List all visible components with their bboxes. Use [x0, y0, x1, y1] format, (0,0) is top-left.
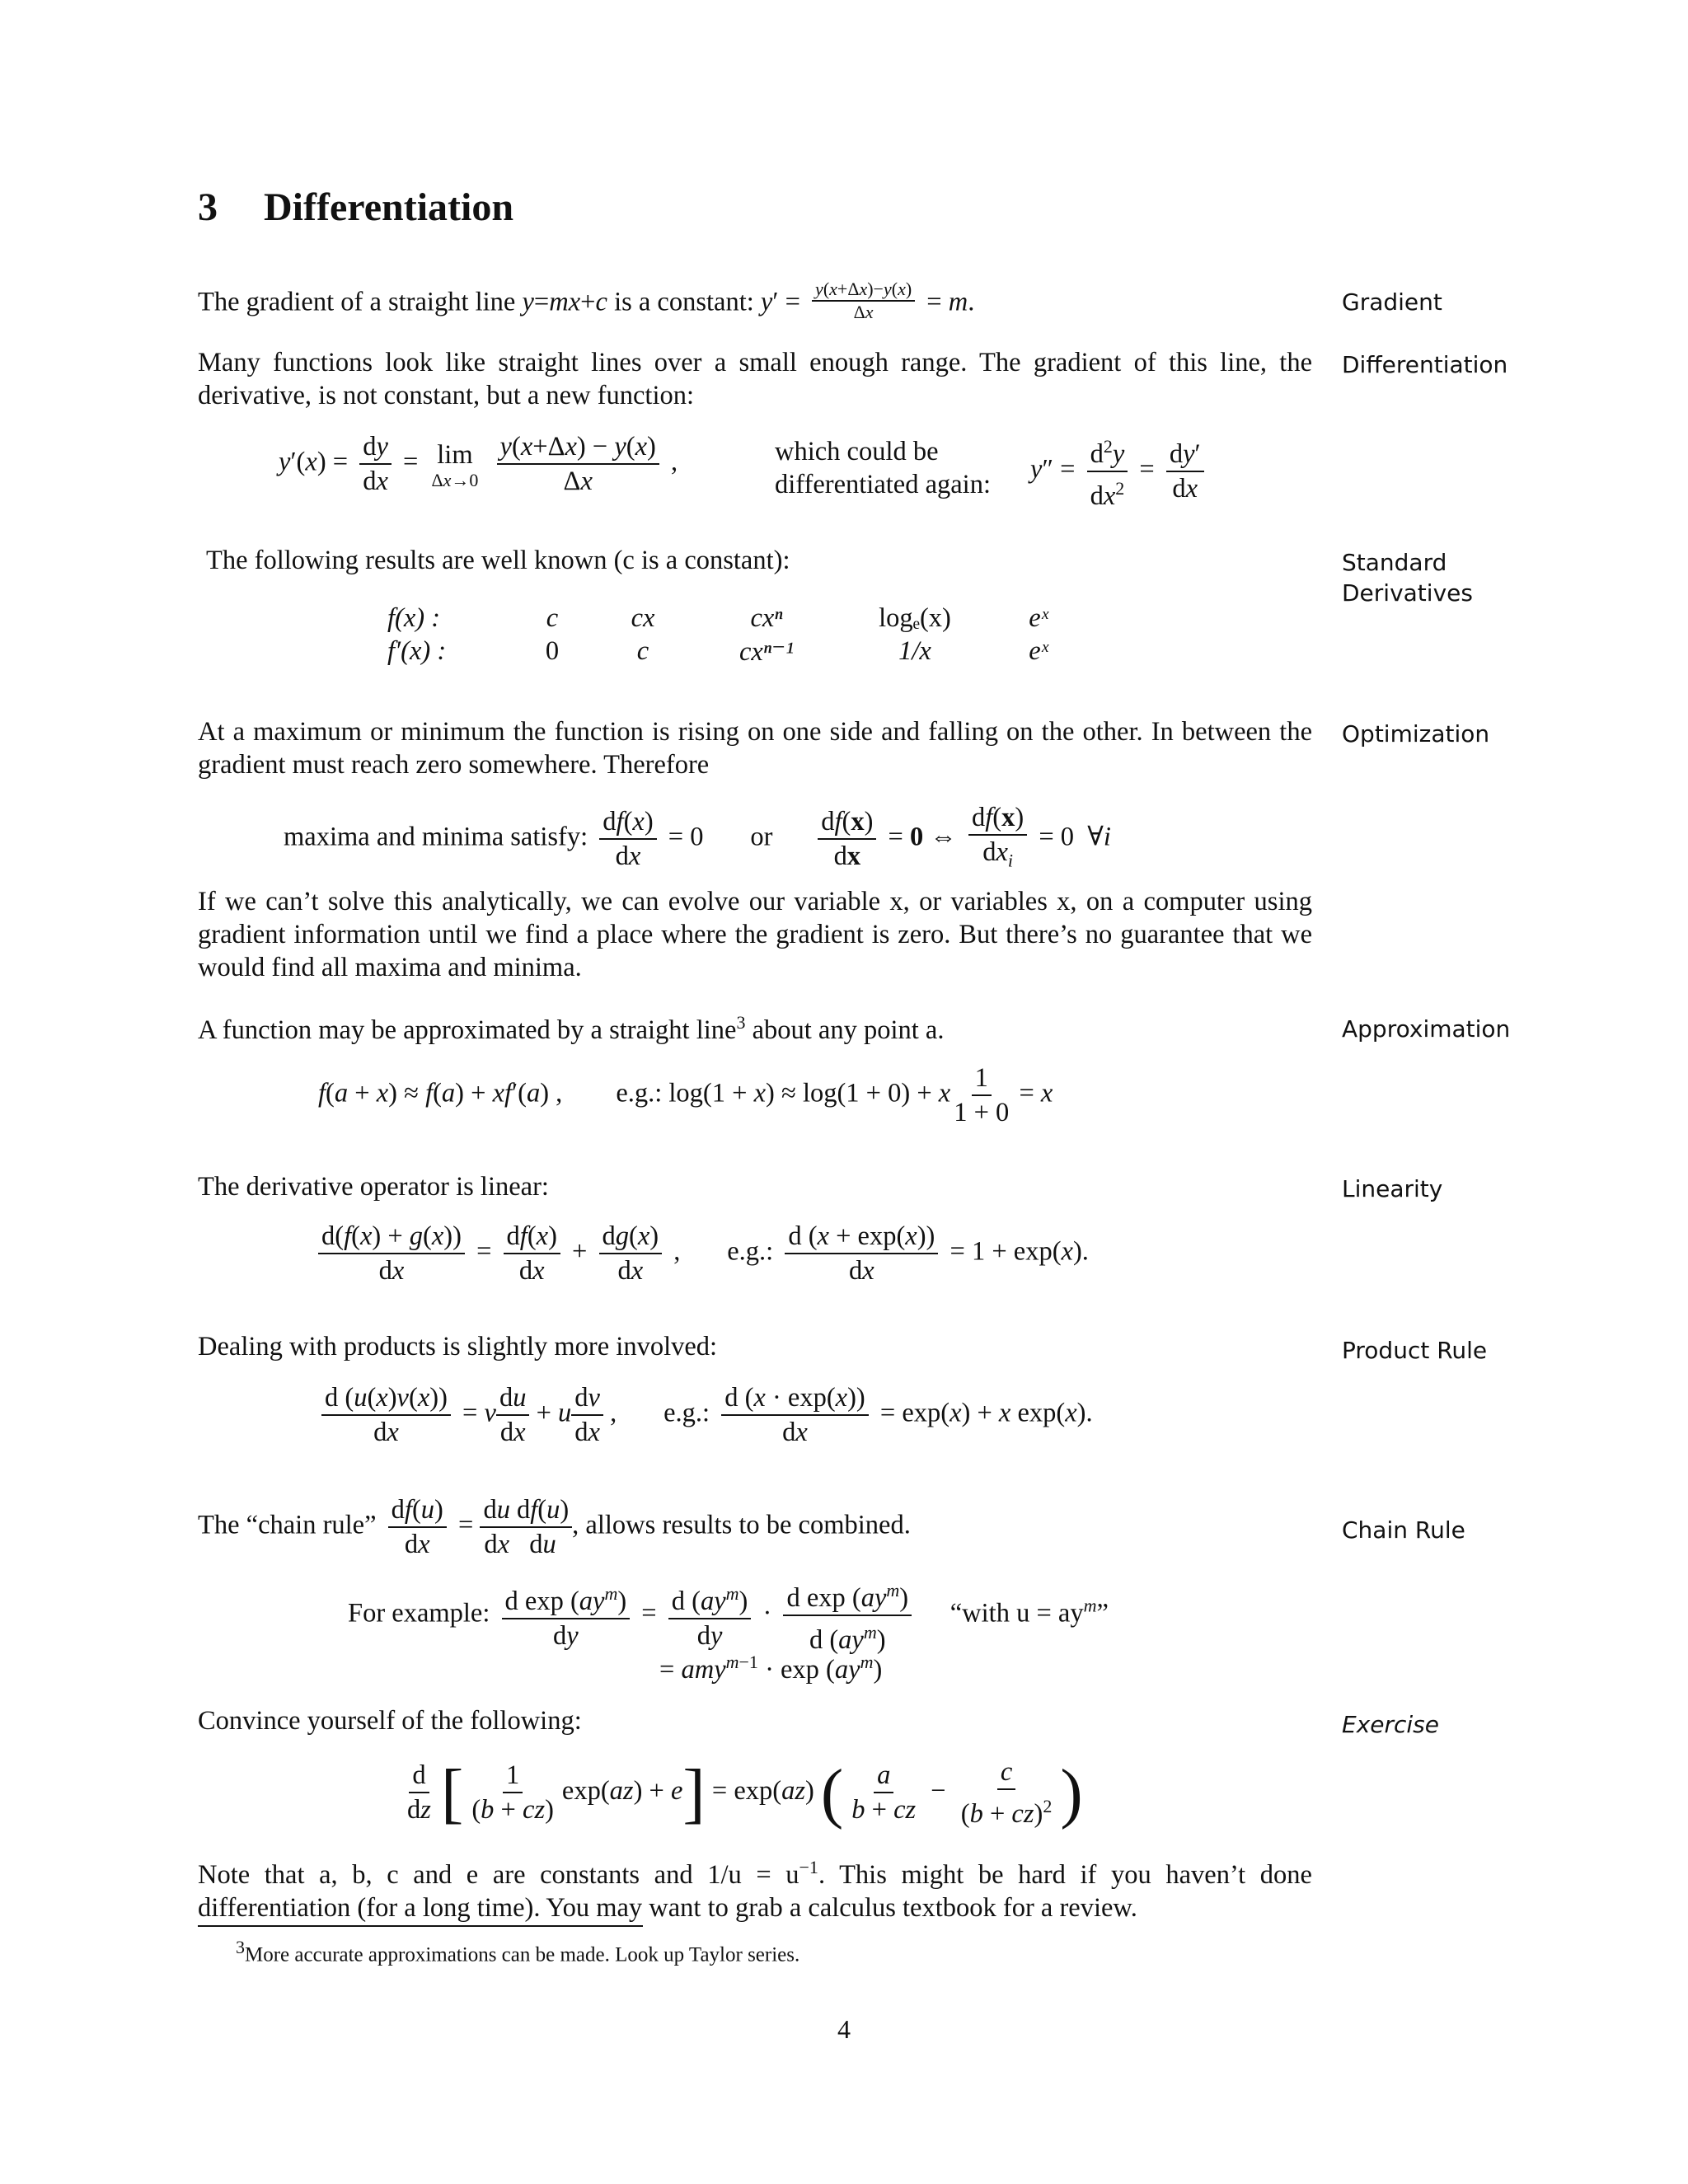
product-sentence: Dealing with products is slightly more involved:	[198, 1332, 718, 1361]
approximation-equation: f(a + x) ≈ f(a) + xf′(a) , e.g.: log(1 + x) ≈ log(1 + 0) + x $\frac{1}{1 + 0}$ = x	[318, 1063, 1053, 1127]
chain-rule-example: For example: $\frac{d \exp (ay^m)}{dy}$ = $\frac{d (ay^m)}{dy}$ · $\frac{d \exp (ay^m)}{d (ay^m)}$ “with $u = ay^m$”	[348, 1574, 1109, 1657]
exercise-sentence: Convince yourself of the following:	[198, 1706, 582, 1736]
footnote-rule	[198, 1925, 643, 1927]
margin-note-chain-rule: Chain Rule	[1342, 1516, 1465, 1544]
standard-derivatives-table	[387, 602, 1088, 668]
exercise-equation: $\frac{d}{dz}$ [ $\frac{1}{(b + cz)}$ exp(az) + e] = exp(az) ( $\frac{a}{b + cz}$ − $\frac{c}{(b + cz)^2}$ )	[407, 1755, 1083, 1830]
derivative-definition-equation: y′(x) = $\frac{dy}{dx}$ = lim Δx→0 $\frac{y(x+\Delta x) - y(x)}{\Delta x}$ ,	[279, 432, 678, 496]
approximation-sentence: A function may be approximated by a straight line$^3$ about any point a.	[198, 1012, 945, 1045]
product-rule-equation: $\frac{d (u(x)v(x))}{dx}$ = v $\frac{du}{dx}$ + u $\frac{dv}{dx}$ , e.g.: $\frac{d (x \cdot \exp(x))}{dx}$ = exp(x) + x exp(x).	[316, 1381, 1093, 1449]
section-number: 3	[198, 185, 218, 229]
section-heading	[198, 185, 513, 230]
stationary-point-equation: maxima and minima satisfy: $\frac{df(x)}{dx}$ = 0 or $\frac{df(x)}{dx}$ = 0 ⇔ $\frac{df(x)}{dx_i}$ = 0 ∀i	[284, 803, 1111, 872]
section-title: Differentiation	[264, 185, 514, 229]
margin-note-linearity: Linearity	[1342, 1175, 1443, 1202]
margin-note-standard-derivatives: Standard Derivatives	[1342, 549, 1473, 607]
margin-note-exercise: Exercise	[1342, 1711, 1439, 1738]
optimization-paragraph: At a maximum or minimum the function is rising on one side and falling on the other. In between the gradient must reach zero somewhere. Therefore	[198, 717, 1312, 780]
chain-rule-result: = $amy^{m-1} \cdot \exp (ay^m)$	[659, 1652, 883, 1685]
margin-note-approximation: Approximation	[1342, 1015, 1511, 1043]
differentiation-paragraph: Many functions look like straight lines over a small enough range. The gradient of this line, the derivative, is not constant, but a new function:	[198, 348, 1312, 410]
table-row: f′(x) : 0 c cxⁿ⁻¹ 1/x eˣ	[387, 635, 1048, 667]
linearity-sentence: The derivative operator is linear:	[198, 1172, 549, 1202]
footnote: $^3$More accurate approximations can be made. Look up Taylor series.	[236, 1937, 800, 1966]
margin-note-product-rule: Product Rule	[1342, 1337, 1488, 1364]
second-derivative-equation: y″ = $\frac{d^2y}{dx^2}$ = $\frac{dy'}{dx}$	[1030, 430, 1209, 513]
page-number: 4	[837, 2014, 851, 2044]
margin-note-optimization: Optimization	[1342, 720, 1490, 748]
standard-intro: The following results are well known (c is a constant):	[206, 546, 790, 575]
chain-rule-equation: The “chain rule” $\frac{df(u)}{dx}$ = $\frac{du}{dx}$ $\frac{df(u)}{du}$ , allows results to be combined.	[198, 1495, 911, 1559]
note-paragraph: Note that a, b, c and e are constants and $1/u = u^{-1}$. This might be hard if you haven’t done differentiation (for a long time). You may want to grab a calculus textbook for a review.	[198, 1857, 1312, 1923]
which-could-be-text: which could be differentiated again:	[775, 437, 991, 499]
gradient-sentence: The gradient of a straight line y=mx+c is a constant: y′ = $\frac{y(x+\Delta x)-y(x)}{\Delta x}$ = m.	[198, 279, 975, 322]
linearity-equation: $\frac{d(f(x) + g(x))}{dx}$ = $\frac{df(x)}{dx}$ + $\frac{dg(x)}{dx}$ , e.g.: $\frac{d (x + \exp(x))}{dx}$ = 1 + exp(x).	[313, 1220, 1089, 1287]
numeric-paragraph: If we can’t solve this analytically, we can evolve our variable x, or variables x, on a computer using gradient information until we find a place where the gradient is zero. But there’s no guarantee that we would find all maxima and minima.	[198, 887, 1312, 982]
margin-note-gradient: Gradient	[1342, 288, 1442, 316]
margin-note-differentiation: Differentiation	[1342, 351, 1508, 378]
table-row: f(x) : c cx cxⁿ logₑ(x) eˣ	[387, 602, 1048, 633]
